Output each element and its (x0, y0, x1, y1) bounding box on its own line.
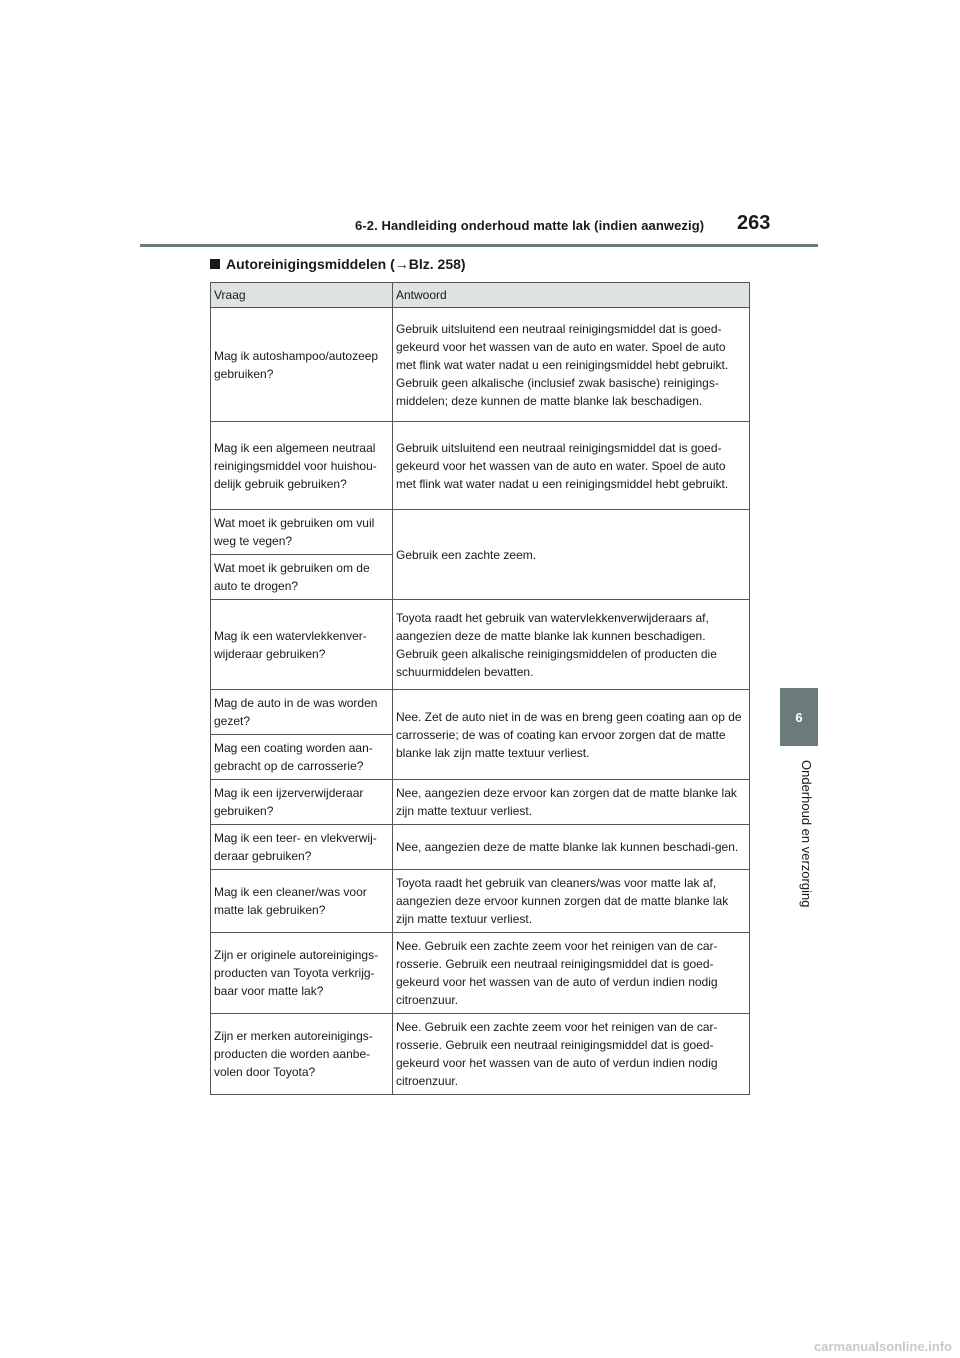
table-row (211, 780, 750, 825)
table-row (211, 600, 750, 690)
answer-cell: Nee, aangezien deze de matte blanke lak kunnen beschadi-gen. (393, 825, 750, 870)
page-number: 263 (737, 212, 771, 234)
question-cell: Mag ik een watervlekkenver-wijderaar gebruiken? (211, 600, 393, 690)
col-answer-header: Antwoord (393, 283, 750, 308)
answer-cell: Nee. Gebruik een zachte zeem voor het reinigen van de car-rosserie. Gebruik een neutraal reinigingsmiddel dat is goed-gekeurd voor het wassen van de auto of verdun indien nodig citroenzuur. (393, 1014, 750, 1095)
question-cell: Mag ik autoshampoo/autozeep gebruiken? (211, 308, 393, 422)
answer-cell: Gebruik uitsluitend een neutraal reinigingsmiddel dat is goed-gekeurd voor het wassen van de auto en water. Spoel de auto met flink wat water nadat u een reinigingsmiddel hebt gebruikt. Gebruik geen alkalische (inclusief zwak basische) reinigings-middelen; deze kunnen de matte blanke lak beschadigen. (393, 308, 750, 422)
question-cell: Mag de auto in de was worden gezet? (211, 690, 393, 735)
qa-table (210, 282, 750, 1095)
question-cell: Mag een coating worden aan-gebracht op de carrosserie? (211, 735, 393, 780)
question-cell: Mag ik een cleaner/was voor matte lak gebruiken? (211, 870, 393, 933)
section-heading (210, 256, 466, 272)
section-title: 6-2. Handleiding onderhoud matte lak (indien aanwezig) (355, 218, 705, 233)
table-row (211, 933, 750, 1014)
question-cell: Wat moet ik gebruiken om vuil weg te vegen? (211, 510, 393, 555)
question-cell: Zijn er merken autoreinigings-producten die worden aanbe-volen door Toyota? (211, 1014, 393, 1095)
watermark: carmanualsonline.info (814, 1339, 952, 1354)
answer-cell: Toyota raadt het gebruik van cleaners/was voor matte lak af, aangezien deze ervoor kunnen zorgen dat de matte blanke lak zijn matte textuur verliest. (393, 870, 750, 933)
table-row (211, 510, 750, 555)
header-rule (140, 244, 818, 247)
question-cell: Mag ik een ijzerverwijderaar gebruiken? (211, 780, 393, 825)
question-cell: Wat moet ik gebruiken om de auto te drogen? (211, 555, 393, 600)
table-row (211, 1014, 750, 1095)
question-cell: Mag ik een teer- en vlekverwij-deraar gebruiken? (211, 825, 393, 870)
section-heading-text: Autoreinigingsmiddelen (→Blz. 258) (226, 256, 466, 272)
table-row (211, 825, 750, 870)
answer-cell: Toyota raadt het gebruik van watervlekkenverwijderaars af, aangezien deze de matte blanke lak kunnen beschadigen. Gebruik geen alkalische reinigingsmiddelen of producten die schuurmiddelen bevatten. (393, 600, 750, 690)
table-row (211, 308, 750, 422)
chapter-tab: 6 (780, 688, 818, 746)
chapter-label: Onderhoud en verzorging (799, 760, 814, 908)
square-bullet-icon (210, 259, 220, 269)
table-row (211, 690, 750, 735)
question-cell: Zijn er originele autoreinigings-producten van Toyota verkrijg-baar voor matte lak? (211, 933, 393, 1014)
answer-cell: Gebruik een zachte zeem. (393, 510, 750, 600)
question-cell: Mag ik een algemeen neutraal reinigingsmiddel voor huishou-delijk gebruik gebruiken? (211, 422, 393, 510)
col-question-header: Vraag (211, 283, 393, 308)
answer-cell: Nee. Gebruik een zachte zeem voor het reinigen van de car-rosserie. Gebruik een neutraal reinigingsmiddel dat is goed-gekeurd voor het wassen van de auto of verdun indien nodig citroenzuur. (393, 933, 750, 1014)
table-row (211, 422, 750, 510)
answer-cell: Gebruik uitsluitend een neutraal reinigingsmiddel dat is goed-gekeurd voor het wassen van de auto en water. Spoel de auto met flink wat water nadat u een reinigingsmiddel hebt gebruikt. (393, 422, 750, 510)
table-header-row (211, 283, 750, 308)
table-row (211, 870, 750, 933)
answer-cell: Nee. Zet de auto niet in de was en breng geen coating aan op de carrosserie; de was of coating kan ervoor zorgen dat de matte blanke lak zijn matte textuur verliest. (393, 690, 750, 780)
answer-cell: Nee, aangezien deze ervoor kan zorgen dat de matte blanke lak zijn matte textuur verliest. (393, 780, 750, 825)
